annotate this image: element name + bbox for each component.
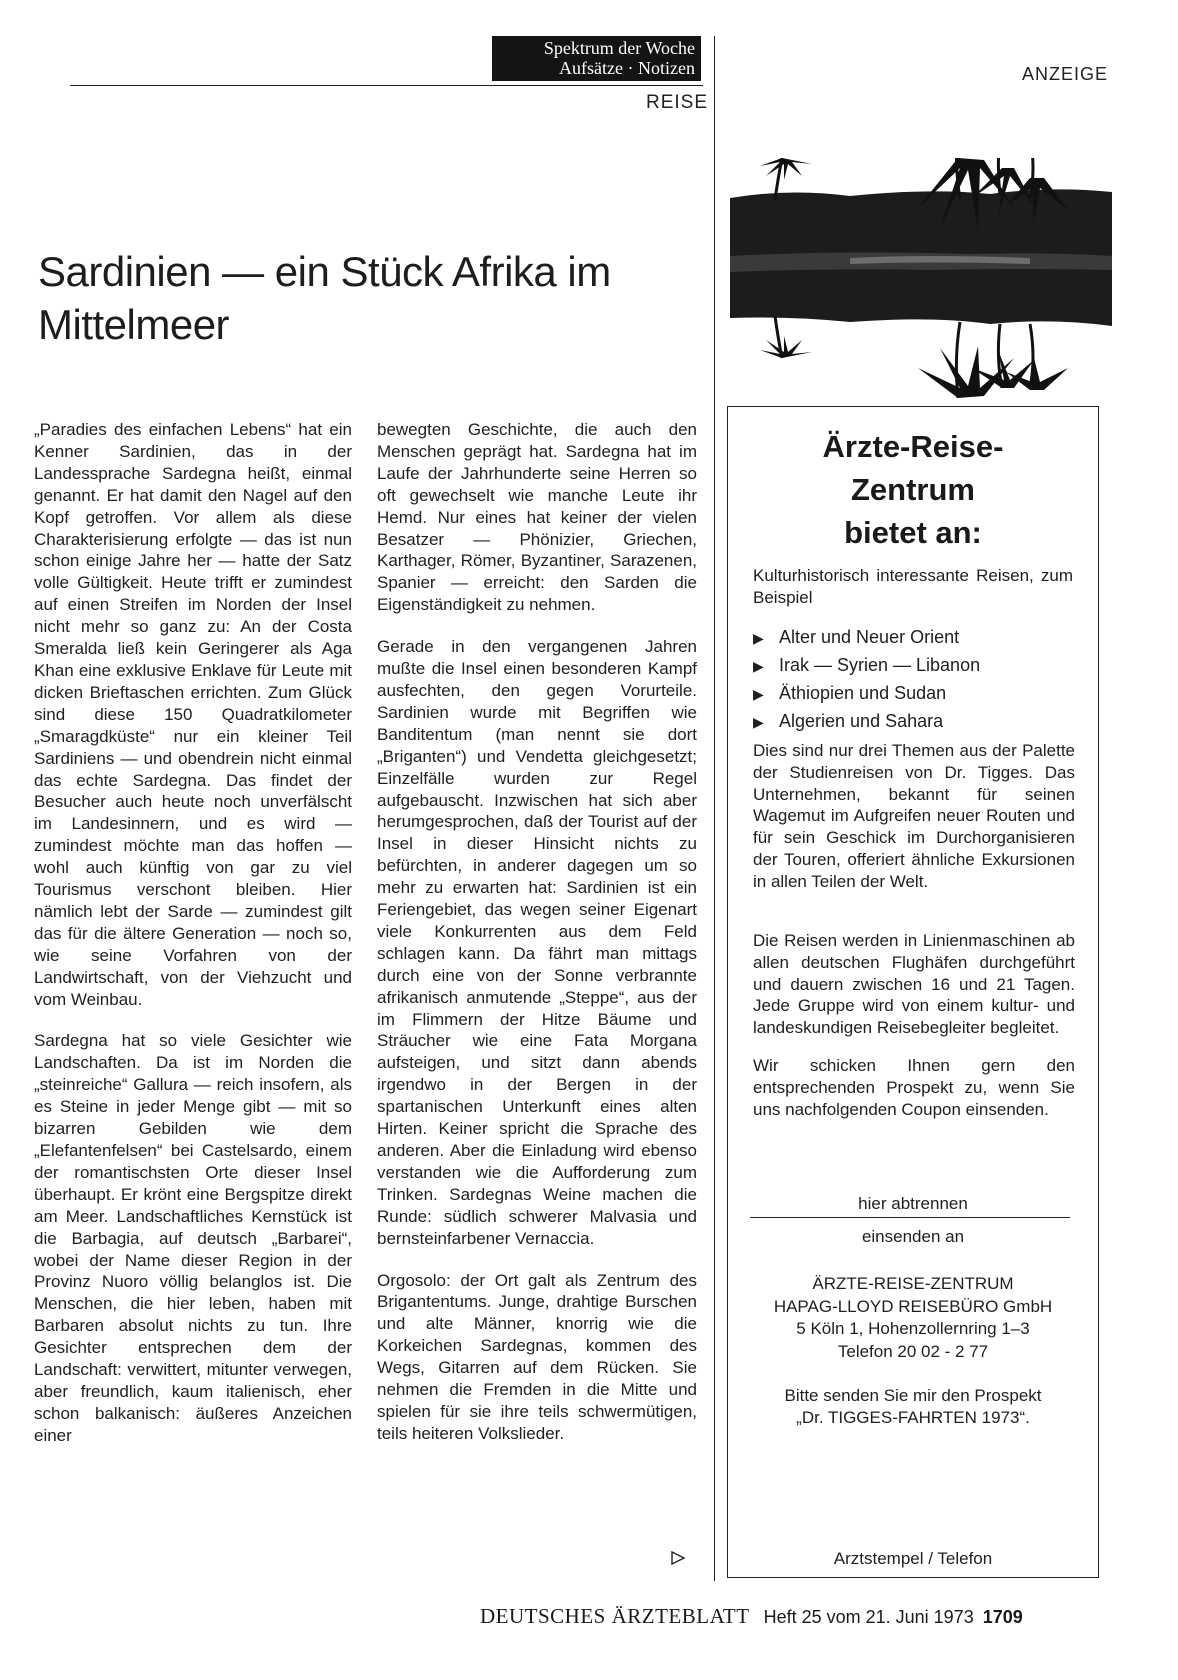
list-item: ▶ Algerien und Sahara [753,708,1073,736]
list-item: ▶ Alter und Neuer Orient [753,624,1073,652]
ad-title-line: Ärzte-Reise- [822,429,1004,464]
header-rule [70,85,703,86]
column-divider [714,36,715,1581]
page-footer [480,1604,1023,1629]
section-label: REISE [645,92,708,113]
address-line: ÄRZTE-REISE-ZENTRUM [812,1274,1014,1293]
badge-line-2: Aufsätze · Notizen [559,58,695,78]
article-paragraph: Orgosolo: der Ort galt als Zentrum des Brigantentums. Junge, drahtige Burschen und alte Männer, knorrig wie die Korkeichen Sardegnas, kommen des Wegs, Gitarren auf dem Rücken. Sie nehmen die Fremden in die Mitte und spielen für sie ihre teils schwermütigen, teils heiteren Volkslieder. [377,1270,697,1443]
badge-line-1: Spektrum der Woche [543,38,695,58]
article-paragraph: bewegten Geschichte, die auch den Menschen geprägt hat. Sardegna hat im Laufe der Jahrhunderte seine Herren so oft gewechselt wie manche Leute ihr Hemd. Nur eines hat keiner der vielen Besatzer — Phönizier, Griechen, Karthager, Römer, Byzantiner, Sarazenen, Spanier — erreicht: den Sarden die Eigenständigkeit zu nehmen. [377,420,697,615]
article-column-2 [377,419,697,1465]
ad-paragraph: Dies sind nur drei Themen aus der Palette der Studienreisen von Dr. Tigges. Das Unternehmen, bekannt für seinen Wagemut im Aufgreifen neuer Routen und für sein Geschick im Durchorganisieren der Touren, offeriert ähnliche Exkursionen in allen Teilen der Welt. [753,741,1075,891]
list-item: ▶ Irak — Syrien — Libanon [753,652,1073,680]
cut-here-label: hier abtrennen [858,1194,968,1213]
issue-info: Heft 25 vom 21. Juni 1973 [763,1607,974,1627]
stamp-field[interactable]: Arztstempel / Telefon [833,1549,993,1568]
section-badge [492,36,701,81]
article-paragraph: Sardegna hat so viele Gesichter wie Landschaften. Da ist im Norden die „steinreiche“ Gallura — reich insofern, als es Steine in jeder Menge gibt — mit so bizarren Gebilden wie dem „Elefantenfelsen“ bei Castelsardo, einem der romantischsten Orte dieser Insel überhaupt. Er krönt eine Bergspitze direkt am Meer. Landschaftliches Kernstück ist die Barbagia, auf deutsch „Barbarei“, wobei der Name dieser Region in der Provinz Nuoro völlig belanglos ist. Die Menschen, die hier leben, haben mit Barbaren absolut nichts zu tun. Ihre Gesichter entsprechen dem der Landschaft: verwittert, mitunter verwegen, aber freundlich, kaum italienisch, eher schon balkanisch: äußeres Anzeichen einer [34,1031,352,1445]
request-line: Bitte senden Sie mir den Prospekt [784,1386,1042,1405]
triangle-bullet-icon: ▶ [753,686,764,702]
coupon-request [727,1385,1099,1429]
ad-title-line: bietet an: [844,515,982,550]
ad-paragraph: Die Reisen werden in Linienmaschinen ab allen deutschen Flughäfen durchgeführt und dauern zwischen 16 und 21 Tagen. Jede Gruppe wird von einem kultur- und landeskundigen Reisebegleiter begleitet. [753,931,1075,1038]
ad-marker: ANZEIGE [1021,64,1108,84]
article-column-1 [34,419,352,1467]
destination-list [753,624,1073,736]
article-paragraph: „Paradies des einfachen Lebens“ hat ein Kenner Sardinien, das in der Landessprache Sardegna heißt, einmal genannt. Er hat damit den Nagel auf den Kopf getroffen. Vor allem als diese Charakterisierung erfolgte — das ist nun schon einige Jahre her — hatte der Satz volle Gültigkeit. Heute trifft er zumindest auf einen Streifen im Norden der Insel nicht mehr so ganz zu: An der Costa Smeralda ließ kein Geringerer als Aga Khan eine exklusive Enklave für Leute mit dicken Brieftaschen errichten. Zum Glück sind diese 150 Quadratkilometer „Smaragdküste“ nur ein kleiner Teil Sardiniens — und obendrein nicht einmal das echte Sardegna. Das findet der Besucher auch heute noch unverfälscht im Landesinnern, und es wird — zumindest möchte man das hoffen — wohl auch künftig von gar zu viel Tourismus verschont bleiben. Hier nämlich lebt der Sarde — zumindest gilt das für die ältere Generation — noch so, wie seine Vorfahren von der Landwirtschaft, von der Viehzucht und vom Weinbau. [34,420,352,1009]
triangle-bullet-icon: ▶ [753,658,764,674]
ad-title-line: Zentrum [851,472,975,507]
palm-oasis-photo [730,158,1112,408]
send-to-label: einsenden an [861,1227,965,1246]
article-paragraph: Gerade in den vergangenen Jahren mußte die Insel einen besonderen Kampf ausfechten, den gegen Vorurteile. Sardinien wurde mit Begriffen wie Banditentum (man nennt sie dort „Briganten“) und Vendetta gleichgesetzt; Einzelfälle wurden zur Regel aufgebauscht. Inzwischen hat sich aber herumgesprochen, daß der Tourist auf der Insel in dieser Hinsicht nichts zu befürchten, in anderer dagegen um so mehr zu erwarten hat: Sardinien ist ein Feriengebiet, das wegen seiner Eigenart viele Konkurrenten aus dem Feld schlagen kann. Da fährt man mittags durch eine von der Sonne verbrannte afrikanisch anmutende „Steppe“, aus der im Flimmern der Hitze Bäume und Sträucher wie eine Fata Morgana aufsteigen, und sitzt dann abends irgendwo in der Bergen in der spartanischen Unterkunft eines alten Hirten. Keiner spricht die Sprache des anderen. Aber die Einladung wird ebenso verstanden wie die Aufforderung zum Trinken. Sardegnas Weine machen die Runde: südlich schwerer Malvasia und bernsteinfarbener Vernaccia. [377,637,697,1248]
request-line: „Dr. TIGGES-FAHRTEN 1973“. [796,1408,1030,1427]
list-item: ▶ Äthiopien und Sudan [753,680,1073,708]
address-line: Telefon 20 02 - 2 77 [837,1341,989,1361]
address-line: 5 Köln 1, Hohenzollernring 1–3 [796,1319,1030,1338]
page-number: 1709 [982,1607,1023,1627]
ad-title [727,425,1099,554]
coupon-cut-line[interactable] [750,1217,1070,1218]
triangle-right-icon [670,1550,686,1571]
ad-intro: Kulturhistorisch interessante Reisen, zum Beispiel [753,566,1073,607]
triangle-bullet-icon: ▶ [753,714,764,730]
journal-name: DEUTSCHES ÄRZTEBLATT [480,1604,750,1628]
coupon-address [727,1273,1099,1363]
address-line: HAPAG-LLOYD REISEBÜRO GmbH [773,1296,1053,1316]
article-title: Sardinien — ein Stück Afrika im Mittelmeer [38,248,611,348]
triangle-bullet-icon: ▶ [753,630,764,646]
ad-paragraph: Wir schicken Ihnen gern den entsprechenden Prospekt zu, wenn Sie uns nachfolgenden Coupon einsenden. [753,1056,1075,1119]
